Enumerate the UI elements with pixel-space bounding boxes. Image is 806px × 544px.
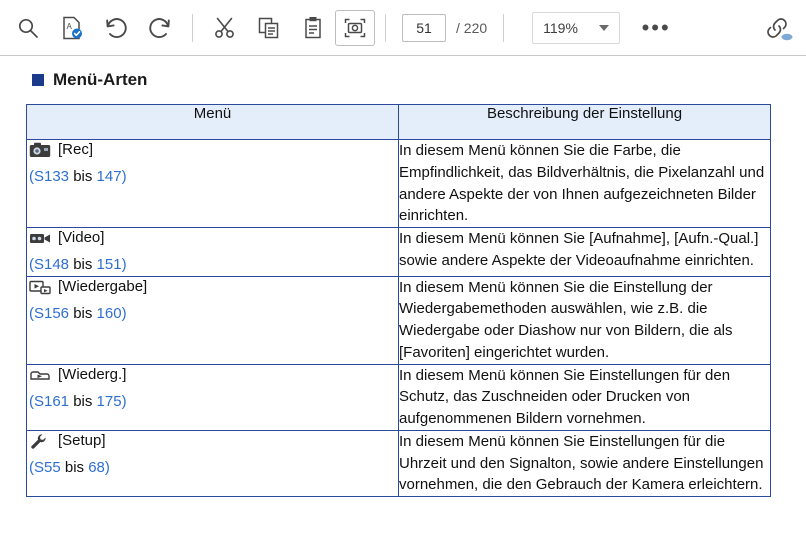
menu-name: [Setup] [58,431,106,449]
video-icon [29,230,51,246]
toolbar-divider-2 [385,14,386,42]
text-recognition-icon[interactable] [50,6,94,50]
page-reference [27,392,398,412]
ref-mid: bis [60,459,89,476]
link-icon[interactable] [756,6,800,50]
snapshot-icon[interactable] [335,10,375,46]
description-cell [399,430,771,496]
playback-icon [29,279,51,295]
ref-end: 147) [96,168,127,186]
menu-cell [27,140,399,228]
menu-cell [27,228,399,277]
page-reference [27,304,398,324]
description-cell [399,140,771,228]
cut-icon[interactable] [203,6,247,50]
menu-cell [27,276,399,364]
table-row [27,228,771,277]
column-header-description: Beschreibung der Einstellung [399,105,771,140]
zoom-level-value: 119% [543,19,578,36]
description-text: In diesem Menü können Sie Einstellungen für den Schutz, das Zuschneiden oder Drucken von aufgenommenen Bildern vornehmen. [399,366,731,427]
camera-icon [29,142,51,158]
ref-start: (S133 [29,168,70,186]
playback2-icon [29,367,51,383]
menu-cell [27,430,399,496]
redo-icon[interactable] [138,6,182,50]
menu-types-table [26,104,771,497]
table-header-row [27,105,771,140]
more-options-button[interactable] [634,6,678,50]
ref-mid: bis [69,392,97,410]
wrench-icon [29,433,51,449]
toolbar-divider-3 [503,14,504,42]
ref-end: 68) [88,459,110,476]
document-page [0,56,806,544]
search-icon[interactable] [6,6,50,50]
ref-mid: bis [69,256,97,274]
ref-start: (S156 [29,304,70,322]
ref-start: (S161 [29,392,70,410]
table-row [27,430,771,496]
ref-end: 151) [96,256,127,274]
menu-cell [27,364,399,430]
description-text: In diesem Menü können Sie [Aufnahme], [Aufn.-Qual.] sowie andere Aspekte der Videoaufnahme einrichten. [399,230,759,269]
zoom-control[interactable] [532,12,620,44]
description-text: In diesem Menü können Sie die Farbe, die Empfindlichkeit, das Bildverhältnis, die Pixelanzahl und andere Aspekte der von Ihnen aufgezeichneten Bilder einrichten. [399,142,765,225]
page-reference [27,255,398,275]
description-cell [399,276,771,364]
menu-name: [Wiedergabe] [58,277,148,295]
ref-start: (S55 [29,459,61,476]
menu-label-line [27,277,398,297]
ref-end: 160) [96,304,127,322]
page-reference [27,167,398,187]
page-number-input[interactable] [402,14,446,42]
heading-bullet-icon [32,74,44,86]
ref-end: 175) [96,392,127,410]
ref-start: (S148 [29,256,70,274]
toolbar [0,0,806,56]
ref-mid: bis [69,304,97,322]
ref-mid: bis [69,168,97,186]
description-cell [399,228,771,277]
description-text: In diesem Menü können Sie die Einstellung der Wiedergabemethoden auswählen, wie z.B. die Wiedergabe oder Diashow nur von Bildern, die als [Favoriten] eingerichtet wurden. [399,278,733,361]
copy-icon[interactable] [247,6,291,50]
chevron-down-icon[interactable] [599,25,609,31]
paste-icon[interactable] [291,6,335,50]
page-total-label: / 220 [456,19,488,36]
page-navigation [402,14,487,42]
undo-icon[interactable] [94,6,138,50]
description-text: In diesem Menü können Sie Einstellungen für die Uhrzeit und den Signalton, sowie andere Einstellungen vornehmen, die den Gebrauch der Kamera erleichtern. [399,432,764,494]
column-header-menu: Menü [27,105,399,140]
menu-label-line [27,365,398,385]
more-dots-icon: ••• [641,14,671,40]
menu-label-line [27,431,398,451]
heading-text: Menü-Arten [53,70,148,89]
menu-name: [Wiederg.] [58,365,127,383]
table-row [27,276,771,364]
menu-label-line [27,228,398,248]
toolbar-divider [192,14,193,42]
description-cell [399,364,771,430]
page-reference [27,458,398,478]
menu-label-line [27,140,398,160]
table-row [27,140,771,228]
table-row [27,364,771,430]
page-title [32,70,806,90]
svg-text:A: A [66,21,72,31]
menu-name: [Video] [58,229,105,246]
menu-name: [Rec] [58,141,94,158]
